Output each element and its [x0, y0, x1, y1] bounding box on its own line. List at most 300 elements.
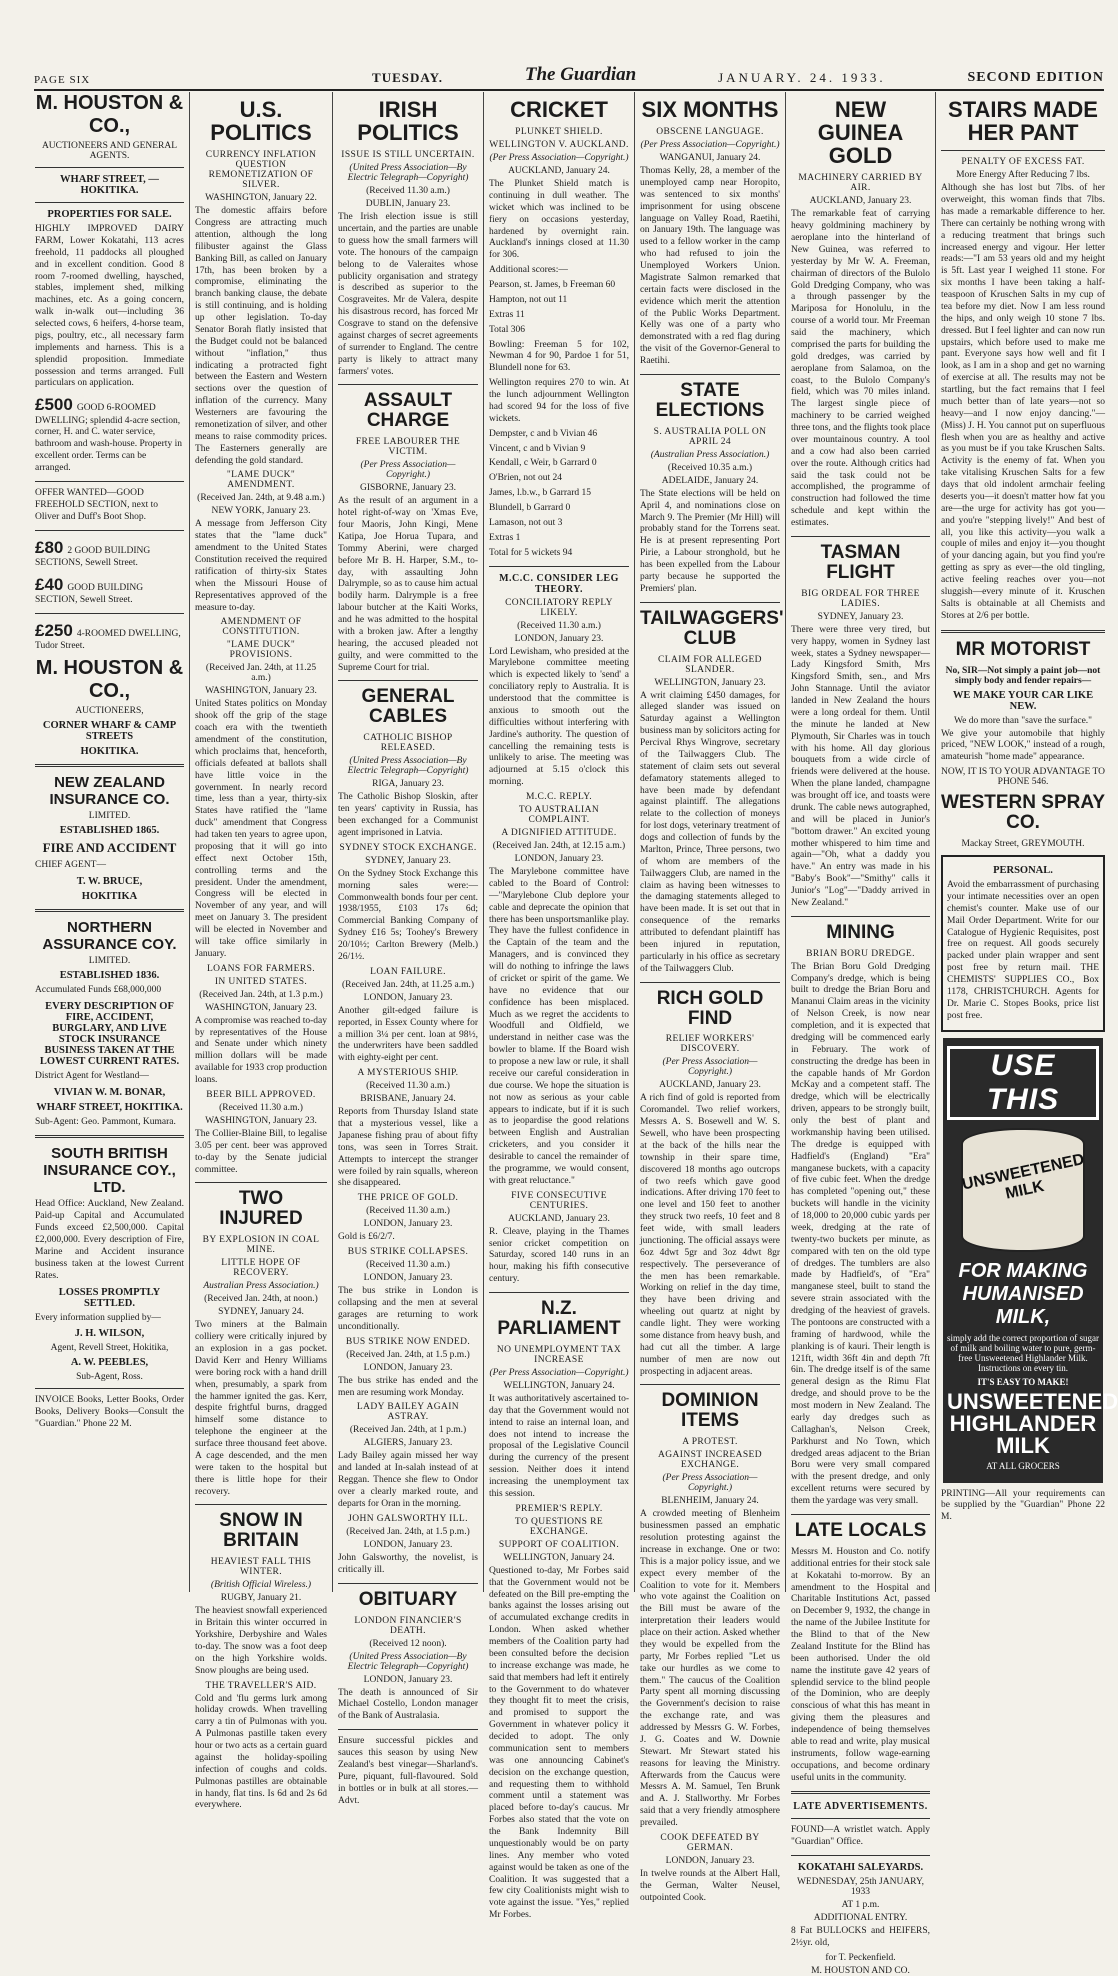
- divider: [791, 1791, 930, 1794]
- offer-ad: OFFER WANTED—GOOD FREEHOLD SECTION, next to Oliver and Duff's Boot Shop.: [35, 487, 158, 522]
- source-line: (United Press Association—By Electric Telegraph—Copyright): [347, 163, 469, 184]
- article-body: The remarkable feat of carrying heavy goldmining machinery by aeroplane into the hinterland of New Guinea, was referred to yesterday by Mr W. A. Freeman, chairman of directors of the Bulolo Gold Dredging Company, who was a through passenger by the Mariposa for Honolulu, in the course of a world tour. Mr Freeman said the machinery, which comprised the parts for building the gold dredges, was carried by aeroplane from Salamoa, on the coast, to the Bulolo Company's field, which was 70 miles inland. The largest single piece of machinery to be carried weighed three tons, and the flights took place over mountainous country. A tool and a cow had also been carried over the route. Although critics had said the task could not be accomplished, the programme of construction had followed the time schedule and kept within the estimates.: [791, 209, 930, 529]
- losses-label: LOSSES PROMPTLY SETTLED.: [58, 1286, 161, 1309]
- subheading: BIG ORDEAL FOR THREE LADIES.: [801, 588, 920, 609]
- dateline: WASHINGTON, January 23.: [205, 1115, 317, 1126]
- dateline: LONDON, January 23.: [363, 1273, 453, 1284]
- article-body: It was authoritatively ascertained to-day that the Government would not intend to raise an internal loan, and does not intend to increase the proposal of the Legislative Council during the currency of the present session. Neither does it intend increasing the unemployment tax this session.: [489, 1393, 629, 1499]
- headline: MINING: [826, 921, 895, 943]
- score-line: O'Brien, not out 24: [489, 473, 562, 484]
- article-body: The Brian Boru Gold Dredging Company's dredge, which is being built to dredge the Brian Boru and Mananui Claim areas in the vicinity of Nelson Creek, is now near completion, and it is expected that dredging will be commenced early in February. The work of constructing the dredge has been in the capable hands of Mr Gordon McKay and a competent staff. The dredge, which will be electrically driven, appears to be strongly built, only the best of plant and workmanship having been utilised. The dredge is equipped with Hadfield's (England) "Era" manganese buckets, with a capacity of five cubic feet. When the dredge has completed "opening out," these buckets will handle in the vicinity of 18,000 to 20,000 cubic yards per week, dredging at the rate of twenty-two buckets per minute, as compared with ten on the old type of dredges. The tumblers are also made by Hadfield's, of "Era" manganese steel, built to stand the severe strain associated with the dredging of the heaviest of gravels. The pontoons are constructed with a framing of hardwood, while the planking is of kauri. Their length is 121ft, width 36ft 4in and depth 7ft 6in. The dredge itself is of the same general design as the Rimu Flat dredge, and should prove to be the most modern in New Zealand. The early day dredges such as Callaghan's, Nelson Creek, Parkhurst and No Town, which dredged areas adjacent to the Brian Boru were very small compared with the present dredge, and only excellent returns were secured by them the yardage was very small.: [791, 961, 930, 1507]
- dateline: WELLINGTON, January 24.: [503, 1380, 615, 1391]
- dateline: LONDON, January 23.: [514, 633, 604, 644]
- article-body: The domestic affairs before Congress are attracting much attention, although the long filibuster against the Glass Banking Bill, as called on January 17th, has been broken by a compromise, eliminating the branch banking clause, the debate is still continuing, and is holding up other legislation. To-day Senator Borah flatly insisted that the Budget could not be balanced without "inflation," thus indicating a protracted fight between the Eastern and Western sections over the question of inflation of the currency. Many Westerners are favouring the remonetization of silver, and other means to raise commodity prices. The Easterners generally are defending the gold standard.: [195, 206, 327, 466]
- agent-address: Agent, Revell Street, Hokitika,: [50, 1343, 169, 1354]
- bowling-line: Bowling: Freeman 5 for 102, Newman 4 for 90, Pardoe 1 for 51, Blundell none for 63.: [489, 339, 629, 374]
- subheading: TO AUSTRALIAN COMPLAINT.: [518, 805, 600, 826]
- source-line: (Per Press Association—Copyright.): [489, 1367, 629, 1378]
- ad-address: WHARF STREET, — HOKITIKA.: [60, 174, 159, 196]
- ad-heading: PERSONAL.: [993, 865, 1053, 876]
- divider: [35, 613, 184, 614]
- invoice-ad: INVOICE Books, Letter Books, Order Books, Delivery Books—Consult the "Guardian." Phone 22 M.: [35, 1395, 184, 1430]
- property-ad: [35, 620, 184, 653]
- divider: [791, 1818, 930, 1819]
- ad-text: 2 GOOD BUILDING SECTIONS, Sewell Street.: [35, 545, 151, 568]
- ad-text: GOOD 6-ROOMED DWELLING; splendid 4-acre section, corner, H. and C. water service, bathroom and wash-house. Property in excellent order. Terms can be arranged.: [35, 403, 182, 473]
- received-line: (Received Jan. 24th, at 9.48 a.m.): [197, 493, 325, 504]
- received-line: (Received 11.30 a.m.): [366, 1260, 450, 1271]
- received-line: (Received 12 noon).: [369, 1638, 447, 1649]
- article-body: A rich find of gold is reported from Coromandel. Two relief workers, Messrs A. S. Bosewell and W. S. Sewell, who have been prospecting at the back of the hills near the township in their spare time, discovered 18 months ago outcrops of two reefs which gave good indications. After driving 170 feet to one level and 150 feet to another they struck two reefs, 10 feet and 8 feet wide, with small leaders junctioning. The official assays were 6oz 4dwt 5gr and 3oz 4dwt 8gr respectively. The perseverance of the men has been remarkable. Working on relief in the day time, they have been driving and wheeling out quartz at night by candle light. They were working some distance from heavy bush, and had cut all the timber. A large number of men are now out prospecting in adjacent areas.: [640, 1093, 780, 1377]
- source-line: (United Press Association—By Electric Telegraph—Copyright): [347, 756, 469, 777]
- subheading: "LAME DUCK" AMENDMENT.: [226, 470, 296, 491]
- subheading: OBSCENE LANGUAGE.: [656, 127, 764, 138]
- limited-label: LIMITED.: [88, 955, 131, 966]
- subheading: CONCILIATORY REPLY LIKELY.: [505, 597, 613, 618]
- printing-ad: PRINTING—All your requirements can be supplied by the "Guardian" Phone 22 M.: [941, 1488, 1105, 1523]
- article-body: Two miners at the Balmain colliery were critically injured by an explosion in a gas pocket. David Kerr and Henry Williams were boring rock with a hand drill when, presumably, a spark from the hammer ignited the gas. Kerr, despite frightful burns, dragged himself some distance to telephone the engineer at the surface three thousand feet above. A cage descended, and the men were taken to the hospital but there is little hope for their recovery.: [195, 1320, 327, 1497]
- dateline: WELLINGTON, January 23.: [654, 677, 766, 688]
- article-body: The Plunket Shield match is continuing in dull weather. The wicket which was inclined to be fiery on occasions yesterday, hardened by overnight rain. Auckland's innings closed at 11.30 for 306.: [489, 179, 629, 261]
- column-5: [635, 92, 786, 1903]
- ad-firm-name: M. HOUSTON & CO.,: [35, 92, 184, 137]
- article-body: The death is announced of Sir Michael Costello, London manager of the Bank of Australasia.: [338, 1687, 478, 1722]
- divider: [338, 384, 478, 385]
- dateline: WASHINGTON, January 23.: [205, 1002, 317, 1013]
- headline: U.S. POLITICS: [210, 97, 312, 146]
- divider: [338, 1583, 478, 1584]
- dateline: GISBORNE, January 23.: [359, 483, 457, 494]
- subheading: LONDON FINANCIER'S DEATH.: [354, 1615, 462, 1636]
- score-label: Additional scores:—: [489, 265, 568, 276]
- ad-price: £500: [35, 395, 73, 415]
- headline: SIX MONTHS: [641, 97, 779, 122]
- dateline: SYDNEY, January 24.: [218, 1307, 304, 1318]
- column-6: [786, 92, 936, 1976]
- column-3: [333, 92, 484, 1806]
- agent-name: T. W. BRUCE,: [76, 875, 143, 887]
- article-body: In twelve rounds at the Albert Hall, the German, Walter Neusel, outpointed Cook.: [640, 1868, 780, 1903]
- subheading: PLUNKET SHIELD.: [515, 127, 603, 138]
- subheading: ISSUE IS STILL UNCERTAIN.: [341, 150, 475, 161]
- divider: [338, 680, 478, 681]
- headline: TAILWAGGERS' CLUB: [640, 607, 784, 649]
- divider: [489, 1292, 629, 1293]
- source-line: Australian Press Association.): [203, 1281, 319, 1292]
- article-body: Wellington requires 270 to win. At the lunch adjournment Wellington had scored 94 for the loss of five wickets.: [489, 378, 629, 424]
- dateline: WASHINGTON, January 22.: [205, 193, 317, 204]
- divider: [195, 1504, 327, 1505]
- milk-tin-label: UNSWEETENED MILK: [960, 1150, 1086, 1203]
- divider: [35, 1135, 184, 1138]
- subheading: SUPPORT OF COALITION.: [498, 1539, 620, 1550]
- source-line: (Per Press Association—Copyright.): [489, 153, 629, 164]
- property-ad: [35, 574, 184, 607]
- divider: [489, 566, 629, 567]
- article-body: United States politics on Monday shook off the grip of the stage coach era with the twentieth amendment of the constitution, which proclaims that, henceforth, officials defeated at ballots shall have little voice in the government. In nearly record time, less than a year, thirty-six States have ratified the "lame duck" amendment that Congress had taken ten years to agree upon, proposing that it will go into effect next October 15th, controlling terms and the president. Under the amendment, Congress will be elected in November of any year, and will meet on January 3. The president will be elected in November and will take office similarly in January.: [195, 699, 327, 959]
- article-body: The Irish election issue is still uncertain, and the parties are unable to guess how the small farmers will vote. The honours of the campaign belong to de Valeraites whose publicity organisation and strategy is described as superior to the Cosgraveites. Mr de Valera, despite his disastrous record, has forced Mr Cosgrave to stand on the defensive against charges of secret agreements of surrender to England. The centre party is likely to attract many farmers' votes.: [338, 212, 478, 377]
- milk-ad-headline: USE THIS: [947, 1046, 1099, 1120]
- divider: [640, 374, 780, 375]
- article-body: Another gilt-edged failure is reported, in Essex County where for a million 3¼ per cent. loan at 98½, the underwriters have been saddled with eighty-eight per cent.: [338, 1005, 478, 1064]
- subheading: A PROTEST.: [682, 1437, 738, 1448]
- dateline: AUCKLAND, January 23.: [508, 1213, 610, 1224]
- received-line: (Received Jan. 24th, at noon.): [204, 1294, 318, 1305]
- article-body: There were three very tired, but very happy, women in Sydney last week, states a Sydney newspaper—Lady Kingsford Smith, Mrs Kingsford Smith, sen., and Mrs John Stannage. Until the aviator landed in New Zealand the hours were a long ordeal for them. Until the minute he landed at New Plymouth, Sir Charles was in touch with his home. All day glorious bouquets from a wide circle of friends were delivered at the house. When the plane landed, champagne was brought off ice, and toasts were drunk. The cable news autographed, and will be placed in Junior's "bottom drawer." An excited young mother whispered to him time and again—"Oh, what a daddy you have." An entry was made in his "Baby's Book"—"Smithy" calls it Junior's "Log"—"Daddy arrived in New Zealand.": [791, 624, 930, 908]
- source-line: (Per Press Association— Copyright.): [662, 1473, 758, 1494]
- headline: GENERAL CABLES: [361, 686, 455, 728]
- property-ad: [35, 537, 184, 570]
- source-line: (United Press Association—By Electric Telegraph—Copyright): [347, 1651, 469, 1672]
- subheading: "LAME DUCK" PROVISIONS.: [226, 640, 296, 661]
- column-4: [484, 92, 635, 1921]
- received-line: (Received 11.30 a.m.): [366, 1081, 450, 1092]
- article-body: The Collier-Blaine Bill, to legalise 3.05 per cent. beer was approved to-day by the Senate judicial committee.: [195, 1128, 327, 1175]
- dateline: LONDON, January 23.: [363, 1674, 453, 1685]
- subheading: WELLINGTON V. AUCKLAND.: [489, 140, 629, 151]
- ad-price: £250: [35, 620, 73, 640]
- milk-ad-line: IT'S EASY TO MAKE!: [977, 1376, 1069, 1387]
- subheading: LOAN FAILURE.: [370, 966, 446, 977]
- headline: CRICKET: [510, 97, 608, 122]
- article-body: A message from Jefferson City states that the "lame duck" amendment to the United States Constitution received the required ratification of thirty-six States when the Missouri House of Representatives approved of the measure to-day.: [195, 519, 327, 613]
- source-line: (Per Press Association— Copyright.): [662, 1057, 758, 1078]
- dateline: BRISBANE, January 24.: [360, 1094, 456, 1105]
- dateline: AUCKLAND, January 23.: [659, 1080, 761, 1091]
- article-body: Gold is £6/2/7.: [338, 1232, 395, 1243]
- received-line: (Received 10.35 a.m.): [667, 462, 753, 473]
- dateline: AUCKLAND, January 23.: [809, 196, 912, 207]
- source-line: (Per Press Association—Copyright.): [640, 140, 780, 151]
- headline: WESTERN SPRAY CO.: [941, 792, 1105, 834]
- headline: LATE LOCALS: [794, 1519, 927, 1541]
- subheading: IN UNITED STATES.: [214, 976, 308, 987]
- dateline: AUCKLAND, January 24.: [508, 166, 610, 177]
- ad-line: NOW, IT IS TO YOUR ADVANTAGE TO PHONE 546.: [941, 767, 1106, 788]
- received-line: (Received Jan. 24th, at 11.25 a.m.): [341, 979, 475, 990]
- agent-name: A. W. PEEBLES,: [70, 1357, 149, 1369]
- ad-line: We do more than "save the surface.": [953, 715, 1093, 726]
- score-line: Extras 1: [489, 532, 521, 543]
- column-2: [190, 92, 333, 1811]
- article-body: John Galsworthy, the novelist, is critically ill.: [338, 1552, 478, 1575]
- dateline: LONDON, January 23.: [363, 992, 453, 1003]
- info-label: Every information supplied by—: [35, 1312, 161, 1323]
- article-body: The bus strike in London is collapsing and the men at several garages are returning to work unconditionally.: [338, 1286, 478, 1332]
- divider: [941, 630, 1105, 633]
- score-line: Kendall, c Weir, b Garrard 0: [489, 458, 597, 469]
- subheading: NO UNEMPLOYMENT TAX INCREASE: [496, 1344, 622, 1365]
- received-line: (Received 11.30 a.m.): [517, 620, 601, 631]
- headline: MR MOTORIST: [955, 638, 1091, 660]
- milk-ad-footer: AT ALL GROCERS: [986, 1460, 1060, 1471]
- subheading: AGAINST INCREASED EXCHANGE.: [657, 1450, 762, 1471]
- property-ad: [35, 394, 184, 475]
- dairy-farm-ad: HIGHLY IMPROVED DAIRY FARM, Lower Kokatahi, 113 acres freehold, 11 paddocks all ploughed and in excellent condition. Good 8 room 7-roomed dwelling, haysched, stables, implement shed, milking machines, etc. As a going concern, walk in-walk out—including 36 selected cows, 6 heifers, 4-horse team, pigs, poultry, etc., all necessary farm implements and harness. This is a splendid proposition. Immediate possession and terms arranged. Full particulars on application.: [35, 224, 184, 389]
- advertisement: Ensure successful pickles and sauces this season by using New Zealand's best vinegar—Sharland's. Pure, piquant, full-flavoured. Sold in bottles or in bulk at all stores.—Advt.: [338, 1736, 478, 1806]
- article-body: The Marylebone committee have cabled to the Board of Control:—"Marylebone Club deplore your cable and deprecate the opinion that there has been unsportsmanlike play. They have the fullest confidence in the Captain of the team and the Managers, and is convinced they will do nothing to infringe the laws of cricket or spirit of the game. We have no evidence that our confidence has been misplaced. Much as we regret the accidents to Woodfull and Oldfield, we understand in neither case was the bowler to blame. If the Board wish to propose a new law or rule, it shall receive our careful consideration in due course. We hope the situation is not now as serious as your cable appears to indicate, but if it is such as to jeopardise the good relations between English and Australian cricketers, and you consider it desirable to cancel the remainder of the programme, we would consent, with great reluctance.": [489, 867, 629, 1186]
- article-body: Cold and 'flu germs lurk among holiday crowds. When travelling carry a tin of Pulmonas with you. A Pulmonas pastille taken every hour or two acts as a certain guard against the holiday-spoiling infection of coughs and colds. Pulmonas pastilles are obtainable in handy, flat tins. Is 6d and 2s 6d everywhere.: [195, 1693, 327, 1811]
- page-columns: [30, 92, 1118, 1976]
- score-line: Extras 11: [489, 309, 525, 320]
- article-body: Questioned to-day, Mr Forbes said that the Government would not be defeated on the Bill pre-empting the banks against the losses arising out of accumulated exchange credits in London. When asked whether members of the Coalition party had been consulted before the decision to increase exchange was made, he said that members had left it entirely to the Government to do whatever they thought fit to meet the crisis, and promised to support the Government in whatever policy it decided to adopt. The only communication sent to members was one announcing Cabinet's decision on the exchange question, and requesting them to withhold comment until a statement was placed before to-day's caucus. Mr Forbes also stated that the vote on the Bank Indemnity Bill unquestionably would be on party lines. Any member who voted against would be taken as one of the Coalition. It was suggested that a few city Coalitionists might wish to vote against the issue. "Yes," replied Mr Forbes.: [489, 1565, 629, 1921]
- district-agent-label: District Agent for Westland—: [35, 1070, 149, 1081]
- article-body: Lady Bailey again missed her way and landed at In-salah instead of at Reggan. Thence she flew to Ondor over a clearly marked route, and departs for Oran in the morning.: [338, 1451, 478, 1509]
- divider: [35, 481, 184, 482]
- subheading: HEAVIEST FALL THIS WINTER.: [210, 1557, 312, 1578]
- received-line: (Received Jan. 24th, at 1 p.m.): [349, 1425, 467, 1436]
- subheading: PREMIER'S REPLY.: [515, 1503, 603, 1514]
- sale-entry: 8 Fat BULLOCKS and HEIFERS, 2½yr. old,: [791, 1926, 930, 1949]
- score-line: Pearson, st. James, b Freeman 60: [489, 280, 616, 291]
- divider: [791, 1514, 930, 1515]
- divider: [35, 530, 184, 531]
- ad-line: No, SIR—Not simply a paint job—not simply body and fender repairs—: [945, 665, 1101, 686]
- subheading: THE TRAVELLER'S AID.: [205, 1680, 317, 1691]
- subheading: S. AUSTRALIA POLL ON APRIL 24: [653, 426, 767, 447]
- dateline: BLENHEIM, January 24.: [661, 1496, 759, 1507]
- insurance-company-name: SOUTH BRITISH INSURANCE COY., LTD.: [43, 1145, 176, 1197]
- dateline: LONDON, January 23.: [514, 854, 604, 865]
- issue-day: TUESDAY.: [372, 70, 444, 85]
- ad-address: Mackay Street, GREYMOUTH.: [961, 839, 1085, 849]
- source-line: (British Official Wireless.): [210, 1580, 312, 1591]
- divider: [338, 1729, 478, 1730]
- subheading: LITTLE HOPE OF RECOVERY.: [221, 1258, 301, 1279]
- dateline: ADELAIDE, January 24.: [661, 475, 759, 486]
- milk-tin-illustration: [961, 1128, 1085, 1252]
- dateline: WASHINGTON, January 23.: [205, 686, 317, 697]
- headline: M.C.C. CONSIDER LEG THEORY.: [499, 572, 619, 595]
- headline: STAIRS MADE HER PANT: [948, 97, 1098, 146]
- divider: [791, 1855, 930, 1856]
- sale-date: WEDNESDAY, 25th JANUARY, 1933: [796, 1877, 925, 1898]
- established-label: ESTABLISHED 1865.: [59, 824, 160, 836]
- limited-label: LIMITED.: [88, 810, 131, 821]
- agent-address: WHARF STREET, HOKITIKA.: [36, 1101, 183, 1113]
- article-body: Messrs M. Houston and Co. notify additional entries for their stock sale at Kokatahi to-morrow. By an amendment to the Hospital and Charitable Institutions Act, passed on December 9, 1932, the change in the name of the Jubilee Institute for the Blind to that of the New Zealand Institute for the Blind has been authorised. Under the old name the institute gave 42 years of splendid service to the blind people of the Dominion, who are deeply conscious of what this has meant in giving them the pleasures and independence of being themselves able to read and write, play musical instruments, follow wage-earning occupations, and become ordinary useful units in the community.: [791, 1546, 930, 1783]
- divider: [640, 1384, 780, 1385]
- sale-time: AT 1 p.m.: [841, 1900, 880, 1911]
- score-line: Hampton, not out 11: [489, 294, 568, 305]
- headline: OBITUARY: [358, 1588, 458, 1610]
- insurance-description: EVERY DESCRIPTION OF FIRE, ACCIDENT, BURGLARY, AND LIVE STOCK INSURANCE BUSINESS TAKEN AT THE LOWEST CURRENT RATES.: [39, 1000, 180, 1067]
- divider: [941, 150, 1105, 151]
- divider: [35, 764, 184, 767]
- ad-town: HOKITIKA.: [80, 745, 139, 757]
- dateline: SYDNEY, January 23.: [817, 611, 904, 622]
- subheading: LADY BAILEY AGAIN ASTRAY.: [356, 1402, 460, 1423]
- subheading: BEER BILL APPROVED.: [206, 1089, 316, 1100]
- subheading: CATHOLIC BISHOP RELEASED.: [363, 733, 453, 754]
- insurance-body: Head Office: Auckland, New Zealand. Paid-up Capital and Accumulated Funds exceed £2,500,000. Capital £2,000,000. Every description of Fire, Marine and Accident insurance business taken at the lowest Current Rates.: [35, 1199, 184, 1281]
- ad-body: We give your automobile that highly priced, "NEW LOOK," instead of a rough, amateurish "home made" appearance.: [941, 728, 1105, 763]
- ad-address: CORNER WHARF & CAMP STREETS: [42, 719, 177, 742]
- agent-name: VIVIAN W. M. BONAR,: [53, 1086, 166, 1098]
- issue-date: JANUARY. 24. 1933.: [718, 70, 886, 85]
- received-line: (Received Jan. 24th, at 1.5 p.m.): [346, 1349, 470, 1360]
- score-line: Lamason, not out 3: [489, 517, 563, 528]
- sub-agent-line: Sub-Agent: Geo. Pammont, Kumara.: [35, 1116, 176, 1127]
- ad-line: WE MAKE YOUR CAR LIKE NEW.: [952, 689, 1094, 712]
- subheading: TO QUESTIONS RE EXCHANGE.: [514, 1516, 604, 1537]
- received-line: (Received Jan. 24th, at 12.15 a.m.): [492, 841, 626, 852]
- ad-price: £80: [35, 537, 64, 557]
- milk-ad-brand: UNSWEETENED HIGHLANDER MILK: [947, 1388, 1118, 1458]
- headline: ASSAULT CHARGE: [363, 390, 453, 432]
- agent-name: J. H. WILSON,: [74, 1328, 145, 1340]
- article-body: Lord Lewisham, who presided at the Marylebone committee meeting which is expected likely to 'send' a conciliatory reply to Australia. It is understood that the committee is anxious to smooth out the difficulties without interfering with Jardine's authority. The question of cancelling the remaining tests is unlikely to arise. The meeting was adjourned at 5.15 o'clock this morning.: [489, 646, 629, 788]
- article-body: R. Cleave, playing in the Thames senior cricket competition on Saturday, scored 140 runs in an hour, making his fifth consecutive century.: [489, 1226, 629, 1285]
- dateline: RIGA, January 23.: [372, 779, 444, 790]
- subheading: THE PRICE OF GOLD.: [357, 1193, 459, 1204]
- fire-accident-label: FIRE AND ACCIDENT: [42, 839, 177, 855]
- subheading: AMENDMENT OF CONSTITUTION.: [220, 617, 302, 638]
- sale-agent: M. HOUSTON AND CO.: [811, 1965, 910, 1976]
- dateline: LONDON, January 23.: [363, 1219, 453, 1230]
- ad-body: Avoid the embarrassment of purchasing your intimate necessities over an open chemist's counter. Make use of our Mail Order Department. Write for our Catalogue of Hygienic Requisites, post free on request. All goods securely packed under plain wrapper and sent post free by return mail. THE CHEMISTS' SUPPLIES CO., Box 1178, CHRISTCHURCH. Agents for Dr. Marie C. Stopes Books, price list post free.: [947, 880, 1099, 1021]
- sale-entry-label: ADDITIONAL ENTRY.: [813, 1913, 908, 1924]
- subheading: FREE LABOURER THE VICTIM.: [355, 437, 461, 458]
- divider: [195, 1182, 327, 1183]
- article-body: On the Sydney Stock Exchange this morning sales were:—Commonwealth bonds four per cent. 1938/1955, £103 17s 6d; Commercial Banking Company of Sydney £16 5s; Toohey's Brewery 20/10½; Carlton Brewery (Melb.) 26/1½.: [338, 868, 478, 962]
- score-total: Total 306: [489, 324, 526, 335]
- divider: [35, 909, 184, 912]
- article-body: Although she has lost but 7lbs. of her overweight, this woman finds that 7lbs. has made a remarkable difference to her. There can certainly be nothing wrong with a reducing treatment that brings such increased energy and vigour. Her letter reads:—"I am 53 years old and my height is 5ft. Last year I weighed 11 stone. For six months I have been taking a half-teaspoon of Kruschen Salts in my cup of tea before my diet. Now I am less round the hips, and only weigh 10 stone 7 lbs. dressed. But I feel lighter and can now run upstairs, which before used to make me pant. Everyone says how well and fit I look, as I am in a shop and get no warning of exercise at all. The results may not be startling, but the fact remains that I feel much better than of late years—not so heavy—and I now enjoy dancing."—(Miss) J. H. You cannot put on superfluous flesh when you are as healthy and active as you must be if you take Kruschen Salts. Activity is the enemy of fat. When you take vitalising Kruschen Salts for a few days that old indolent armchair feeling deserts you—it doesn't matter how fat you are—the urge for activity has got you—and you're "stepping lively!" And best of all, you like this activity—you walk a couple of miles and enjoy it—you thought of your dancing again, but you find you're getting as spry as ever—the old tingling, active feeling reaches over you—not sluggish—every minute of it. Kruschen Salts is obtainable at all Chemists and Stores at 2/6 per bottle.: [941, 183, 1105, 621]
- article-body: Thomas Kelly, 28, a member of the unemployed camp near Horopito, was sentenced to six months' imprisonment for using obscene language on Valley Road, Raetihi, on January 19th. The language was used to a fellow worker in the camp who had refused to join the Unemployed Workers Union. Magistrate Salmon remarked that certain facts were disclosed in the evidence which merit the attention of the Public Works Department. Kelly was one of a party who demonstrated with a red flag during the visit of the Governor-General to Raetihi.: [640, 166, 780, 367]
- insurance-company-name: NEW ZEALAND INSURANCE CO.: [49, 773, 170, 808]
- dateline: LONDON, January 23.: [665, 1855, 755, 1866]
- headline: STATE ELECTIONS: [655, 379, 765, 421]
- received-line: (Received Jan. 24th, at 1.3 p.m.): [199, 989, 323, 1000]
- funds-line: Accumulated Funds £68,000,000: [35, 984, 162, 995]
- agent-town: HOKITIKA: [81, 890, 138, 902]
- milk-ad: [943, 1038, 1118, 1483]
- score-line: James, l.b.w., b Garrard 15: [489, 488, 592, 499]
- milk-ad-body: simply add the correct proportion of sugar of milk and boiling water to pure, germ-free Unsweetened Highlander Milk. Instructions on every tin.: [947, 1332, 1099, 1373]
- dateline: LONDON, January 23.: [363, 1539, 453, 1550]
- subheading: BUS STRIKE COLLAPSES.: [347, 1247, 469, 1258]
- subheading: RELIEF WORKERS' DISCOVERY.: [665, 1034, 755, 1055]
- subheading: A DIGNIFIED ATTITUDE.: [501, 828, 617, 839]
- divider: [640, 982, 780, 983]
- subheading: A MYSTERIOUS SHIP.: [357, 1068, 459, 1079]
- column-1: [30, 92, 190, 1592]
- headline: LATE ADVERTISEMENTS.: [793, 1801, 928, 1813]
- ad-firm-role: AUCTIONEERS AND GENERAL AGENTS.: [41, 141, 178, 161]
- source-line: (Per Press Association— Copyright.): [360, 460, 456, 481]
- article-body: A writ claiming £450 damages, for alleged slander was issued on Saturday against a Wellington business man by solicitors acting for Percival Rhys Wingrove, secretary of the Tailwaggers Club. The statement of claim sets out several defamatory statements alleged to have been made by defendant against plaintiff. The allegations relate to the collection of moneys for lost dogs, veterinary treatment of dogs and collection of funds by the Marlton, Prince, Three persons, two of whom are members of the Tailwaggers Club, are named in the claim as having been witnesses to the damaging statements alleged to have been made. It is set out that in consequence of the remarks attributed to defendant plaintiff has been injured in reputation, particularly in his office as secretary of the Tailwaggers Club.: [640, 690, 780, 974]
- divider: [35, 167, 184, 168]
- score-line: Vincent, c and b Vivian 9: [489, 443, 586, 454]
- subheading: COOK DEFEATED BY GERMAN.: [660, 1832, 760, 1853]
- sale-entry-owner: for T. Peckenfield.: [825, 1952, 896, 1963]
- milk-ad-subhead: FOR MAKING HUMANISED MILK,: [958, 1259, 1088, 1328]
- subheading: FIVE CONSECUTIVE CENTURIES.: [511, 1190, 607, 1211]
- page-number: PAGE SIX: [34, 74, 91, 86]
- newspaper-title: The Guardian: [524, 64, 637, 85]
- ad-price: £40: [35, 574, 64, 594]
- score-total: Total for 5 wickets 94: [489, 547, 573, 558]
- dateline: DUBLIN, January 23.: [365, 199, 451, 210]
- dateline: SYDNEY, January 23.: [365, 855, 451, 866]
- column-7: [936, 92, 1118, 1592]
- article-body: The bus strike has ended and the men are resuming work Monday.: [338, 1375, 478, 1398]
- article-body: As the result of an argument in a hotel right-of-way on 'Xmas Eve, four Maoris, John Kingi, Mene Katipa, Joe Horua Tupara, and Tommy Aberini, were charged before Mr B. H. Harper, S.M., to-day, with assaulting John Dalrymple, so as to cause him actual bodily harm. Dalrymple is a free labour butcher at the Kaiti Works, and he was admitted to the hospital with a broken jaw. After a lengthy hearing, the accused pleaded not guilty, and were committed to the Supreme Court for trial.: [338, 496, 478, 673]
- headline: RICH GOLD FIND: [656, 987, 764, 1029]
- article-body: A compromise was reached to-day by representatives of the House and Senate under which ninety million dollars will be made available for 1933 crop production loans.: [195, 1015, 327, 1086]
- subheading: BRIAN BORU DREDGE.: [806, 948, 915, 959]
- dateline: ALGIERS, January 23.: [363, 1438, 453, 1449]
- dateline: NEW YORK, January 23.: [211, 506, 311, 517]
- subheading: JOHN GALSWORTHY ILL.: [348, 1513, 468, 1524]
- score-line: Dempster, c and b Vivian 46: [489, 428, 598, 439]
- article-body: The State elections will be held on April 4, and nominations close on March 9. The Premier (Mr Hill) will probably stand for the Torrens seat. He is at present representing Port Pirie, a Labour stronghold, but he has been expelled from the Labour party because he supported the Premiers' plan.: [640, 488, 780, 594]
- score-line: Blundell, b Garrard 0: [489, 503, 571, 514]
- ad-firm-role: AUCTIONEERS,: [75, 705, 144, 716]
- insurance-company-name: NORTHERN ASSURANCE COY.: [42, 918, 177, 953]
- article-body: The heaviest snowfall experienced in Britain this winter occurred in Yorkshire, Derbyshire and Wales to-day. The snow was a foot deep on the high Yorkshire wolds. Snow ploughs are being used.: [195, 1606, 327, 1676]
- source-line: (Australian Press Association.): [650, 449, 770, 460]
- subheading: MACHINERY CARRIED BY AIR.: [798, 173, 923, 194]
- article-body: A crowded meeting of Blenheim businessmen passed an emphatic resolution protesting against the increase in exchange. One or two: This is a major policy issue, and we expect every member of the Coalition to vote for it. Members who vote against the Coalition on the Bill must be aware of the interpretation their leaders would place on their action. Asked whether they would be expelled from the party, Mr Forbes replied "Let us take our hurdles as we come to them." The caucus of the Coalition Party spent all morning discussing the Government's decision to raise the exchange rate, and was addressed by Messrs G. W. Forbes, J. G. Coates and W. Downie Stewart. Mr Stewart stated his reasons for leaving the Ministry. Afterwards from the Caucus were Messrs A. M. Samuel, Ten Brunk and A. J. Stallworthy. Mr Forbes said that a very friendly atmosphere prevailed.: [640, 1509, 780, 1829]
- ad-firm-name: M. HOUSTON & CO.,: [35, 656, 184, 702]
- subheading: CURRENCY INFLATION QUESTION REMONETIZATION OF SILVER.: [205, 150, 317, 191]
- headline: IRISH POLITICS: [357, 97, 459, 146]
- ad-text: 4-ROOMED DWELLING, Tudor Street.: [35, 628, 181, 651]
- chief-agent-label: CHIEF AGENT—: [35, 859, 106, 870]
- masthead: [34, 60, 1104, 91]
- divider: [35, 202, 184, 203]
- subheading: BUS STRIKE NOW ENDED.: [345, 1336, 471, 1347]
- subheading: M.C.C. REPLY.: [525, 792, 593, 803]
- classified-ad: FOUND—A wristlet watch. Apply "Guardian" Office.: [791, 1825, 930, 1848]
- divider: [791, 536, 930, 537]
- divider: [35, 1388, 184, 1389]
- properties-heading: PROPERTIES FOR SALE.: [47, 209, 172, 220]
- headline: TASMAN FLIGHT: [820, 541, 901, 583]
- subheading: CLAIM FOR ALLEGED SLANDER.: [658, 654, 762, 675]
- dateline: WANGANUI, January 24.: [659, 153, 761, 164]
- subheading: BY EXPLOSION IN COAL MINE.: [202, 1235, 320, 1256]
- sale-heading: KOKATAHI SALEYARDS.: [797, 1862, 924, 1874]
- agent-address: Sub-Agent, Ross.: [76, 1372, 143, 1383]
- subheading: SYDNEY STOCK EXCHANGE.: [339, 842, 477, 853]
- received-line: (Received 11.30 a.m.): [366, 1206, 450, 1217]
- headline: SNOW IN BRITAIN: [219, 1510, 303, 1552]
- established-label: ESTABLISHED 1836.: [59, 969, 160, 981]
- headline: TWO INJURED: [219, 1188, 303, 1230]
- headline: NEW GUINEA GOLD: [817, 97, 904, 169]
- dateline: LONDON, January 23.: [363, 1362, 453, 1373]
- subheading: More Energy After Reducing 7 lbs.: [956, 170, 1090, 181]
- dateline: RUGBY, January 21.: [220, 1593, 302, 1604]
- article-body: The Catholic Bishop Sloskin, after ten years' captivity in Russia, has been exchanged for a Communist agent imprisoned in Latvia.: [338, 792, 478, 838]
- received-line: (Received 11.30 a.m.): [366, 186, 450, 197]
- received-line: (Received 11.30 a.m.): [219, 1102, 303, 1113]
- dateline: WELLINGTON, January 24.: [503, 1552, 615, 1563]
- subheading: LOANS FOR FARMERS.: [206, 963, 316, 974]
- subheading: PENALTY OF EXCESS FAT.: [961, 157, 1085, 168]
- ad-text: GOOD BUILDING SECTION, Sewell Street.: [35, 582, 144, 605]
- received-line: (Received Jan. 24th, at 11.25 a.m.): [205, 663, 317, 684]
- headline: N.Z. PARLIAMENT: [497, 1298, 621, 1340]
- received-line: (Received Jan. 24th, at 1.5 p.m.): [346, 1526, 470, 1537]
- headline: DOMINION ITEMS: [661, 1390, 759, 1432]
- divider: [640, 602, 780, 603]
- divider: [791, 916, 930, 917]
- edition-label: SECOND EDITION: [967, 70, 1104, 85]
